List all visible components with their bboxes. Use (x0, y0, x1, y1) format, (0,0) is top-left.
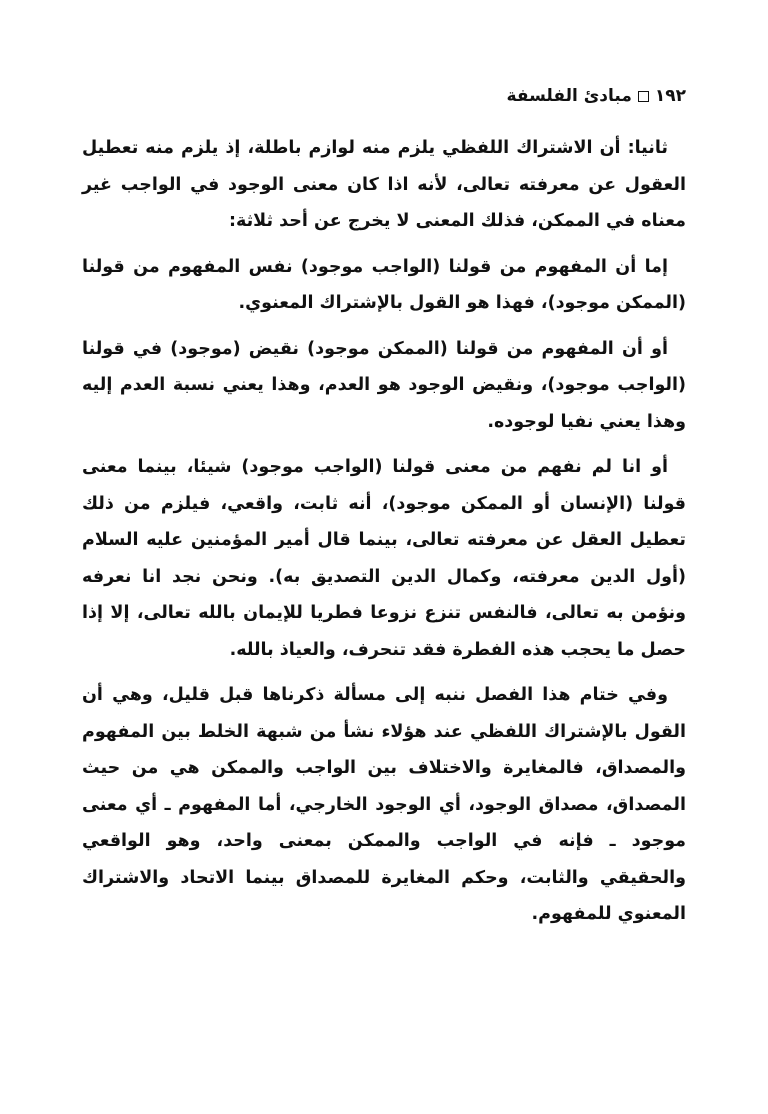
page-number: ١٩٢ (654, 86, 686, 106)
running-header (507, 86, 686, 106)
book-title: مبادئ الفلسفة (506, 86, 632, 106)
paragraph-4: أو انا لم نفهم من معنى قولنا (الواجب موجود) شيئا، بينما معنى قولنا (الإنسان أو الممكن موجود)، أنه ثابت، واقعي، فيلزم من ذلك تعطيل العقل عن معرفته تعالى، بينما قال أمير المؤمنين عليه السلام (أول الدين معرفته، وكمال الدين التصديق به). ونحن نجد انا نعرفه ونؤمن به تعالى، فالنفس تنزع نزوعا فطريا للإيمان بالله تعالى، إلا إذا حصل ما يحجب هذه الفطرة فقد تنحرف، والعياذ بالله. (82, 457, 686, 660)
paragraph-2: إما أن المفهوم من قولنا (الواجب موجود) نفس المفهوم من قولنا (الممكن موجود)، فهذا هو القول بالإشتراك المعنوي. (82, 256, 686, 313)
body-text (82, 130, 686, 942)
square-separator-icon (638, 91, 649, 102)
paragraph-5: وفي ختام هذا الفصل ننبه إلى مسألة ذكرناها قبل قليل، وهي أن القول بالإشتراك اللفظي عند هؤلاء نشأ من شبهة الخلط بين المفهوم والمصداق، فالمغايرة والاختلاف بين الواجب والممكن هي من حيث المصداق، مصداق الوجود، أي الوجود الخارجي، أما المفهوم ـ أي معنى موجود ـ فإنه في الواجب والممكن بمعنى واحد، وهو الواقعي والحقيقي والثابت، وحكم المغايرة للمصداق بينما الاتحاد والاشتراك المعنوي للمفهوم. (82, 685, 686, 924)
paragraph-1: ثانيا: أن الاشتراك اللفظي يلزم منه لوازم باطلة، إذ يلزم منه تعطيل العقول عن معرفته تعالى، لأنه اذا كان معنى الوجود في الواجب غير معناه في الممكن، فذلك المعنى لا يخرج عن أحد ثلاثة: (82, 138, 686, 231)
paragraph-3: أو أن المفهوم من قولنا (الممكن موجود) نقيض (موجود) في قولنا (الواجب موجود)، ونقيض الوجود هو العدم، وهذا يعني نسبة العدم إليه وهذا يعني نفيا لوجوده. (82, 338, 686, 432)
